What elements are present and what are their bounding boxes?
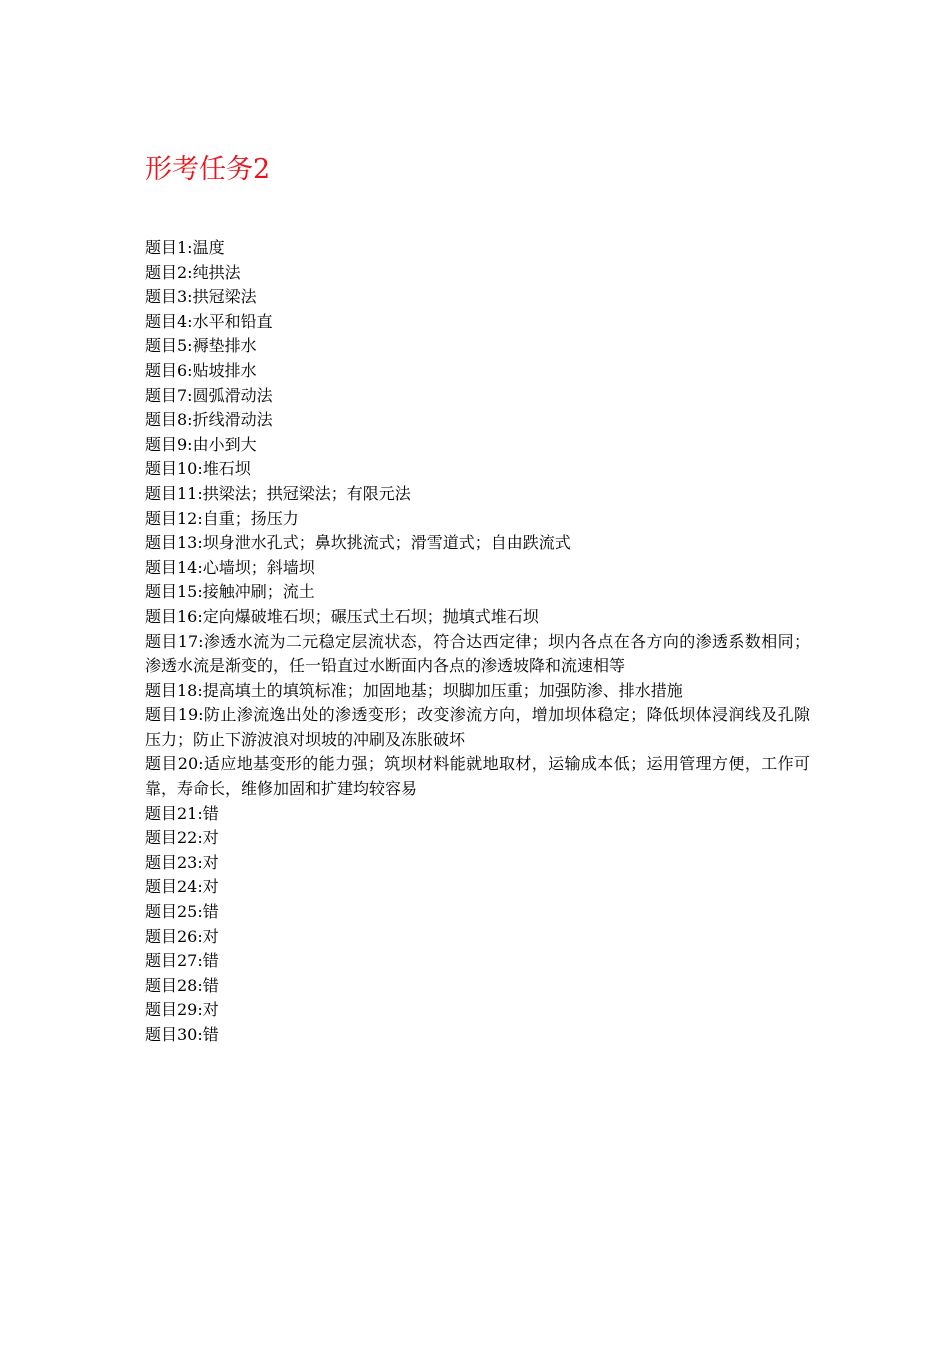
answer-item-12: 题目12:自重；扬压力 xyxy=(145,508,299,528)
answer-item-22: 题目22:对 xyxy=(145,828,219,848)
answer-item-23: 题目23:对 xyxy=(145,852,219,872)
answer-item-27: 题目27:错 xyxy=(145,951,219,971)
document-title: 形考任务2 xyxy=(145,154,271,185)
answer-item-10: 题目10:堆石坝 xyxy=(145,459,251,479)
answer-item-1: 题目1:温度 xyxy=(145,238,225,257)
answer-item-7: 题目7:圆弧滑动法 xyxy=(145,385,273,405)
answer-item-25: 题目25:错 xyxy=(145,902,219,922)
answer-item-20: 题目20:适应地基变形的能力强；筑坝材料能就地取材，运输成本低；运用管理方便，工作可靠，寿命长，维修加固和扩建均较容易 xyxy=(145,754,810,799)
answer-item-16: 题目16:定向爆破堆石坝；碾压式土石坝；抛填式堆石坝 xyxy=(145,606,539,626)
answer-item-13: 题目13:坝身泄水孔式；鼻坎挑流式；滑雪道式；自由跌流式 xyxy=(145,533,571,553)
answer-item-21: 题目21:错 xyxy=(145,803,219,823)
answer-item-30: 题目30:错 xyxy=(145,1025,219,1044)
answer-item-17: 题目17:渗透水流为二元稳定层流状态，符合达西定律；坝内各点在各方向的渗透系数相同；渗透水流是渐变的，任一铅直过水断面内各点的渗透坡降和流速相等 xyxy=(145,631,810,676)
answer-item-28: 题目28:错 xyxy=(145,975,219,995)
answer-item-2: 题目2:纯拱法 xyxy=(145,262,241,282)
answer-item-26: 题目26:对 xyxy=(145,926,219,946)
answer-item-19: 题目19:防止渗流逸出处的渗透变形；改变渗流方向，增加坝体稳定；降低坝体浸润线及孔隙压力；防止下游波浪对坝坡的冲刷及冻胀破坏 xyxy=(145,705,810,749)
answer-item-4: 题目4:水平和铅直 xyxy=(145,311,273,331)
answer-item-15: 题目15:接触冲刷；流土 xyxy=(145,582,315,602)
answer-item-24: 题目24:对 xyxy=(145,877,219,897)
answer-item-9: 题目9:由小到大 xyxy=(145,434,257,454)
document-page xyxy=(145,150,810,1048)
answer-item-8: 题目8:折线滑动法 xyxy=(145,410,273,430)
answer-item-6: 题目6:贴坡排水 xyxy=(145,360,257,380)
answer-item-29: 题目29:对 xyxy=(145,1000,219,1020)
answer-item-14: 题目14:心墙坝；斜墙坝 xyxy=(145,557,315,577)
answer-item-5: 题目5:褥垫排水 xyxy=(145,336,257,356)
answer-item-18: 题目18:提高填土的填筑标准；加固地基；坝脚加压重；加强防渗、排水措施 xyxy=(145,680,683,700)
answer-item-3: 题目3:拱冠梁法 xyxy=(145,287,257,307)
answer-item-11: 题目11:拱梁法；拱冠梁法；有限元法 xyxy=(145,483,411,503)
answer-list xyxy=(145,236,810,1048)
